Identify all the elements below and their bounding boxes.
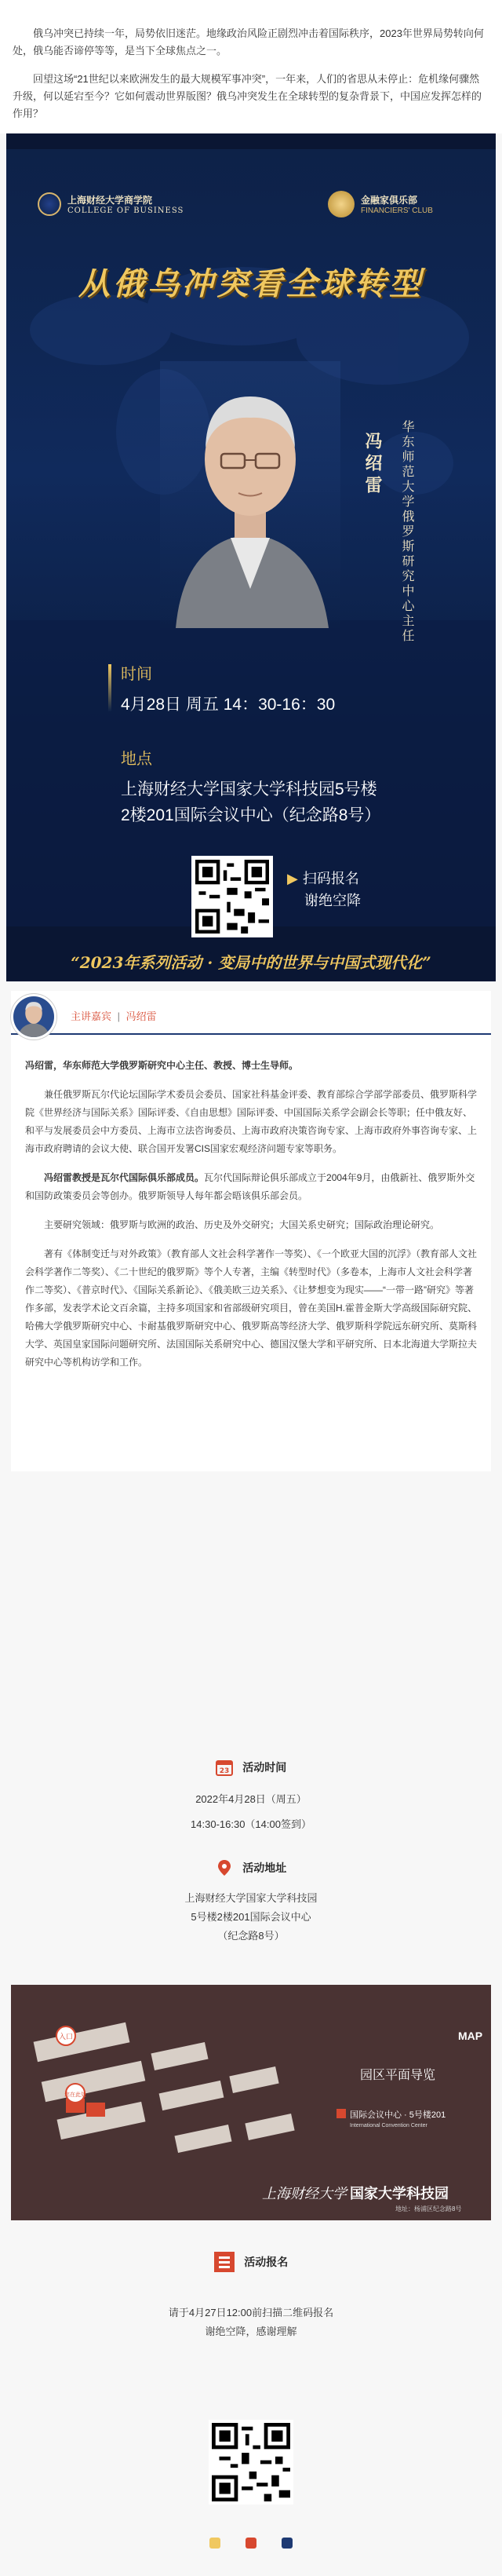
red-square-icon[interactable] xyxy=(246,2538,256,2549)
event-date: 2022年4月28日（周五） xyxy=(195,1793,307,1805)
map-footer-school: 上海财经大学 xyxy=(262,2186,347,2202)
campus-map xyxy=(11,1985,491,2220)
speaker-card-sep: | xyxy=(117,1010,121,1022)
school-seal-icon xyxy=(38,192,61,216)
signup-line-1: 请于4月27日12:00前扫描二维码报名 xyxy=(168,2307,334,2318)
speaker-card-header xyxy=(11,991,491,1035)
poster-title: 从俄乌冲突看全球转型 xyxy=(78,265,424,302)
speaker-portrait xyxy=(160,361,340,628)
school-logo xyxy=(38,188,187,220)
intro-paragraph-1: 俄乌冲突已持续一年，局势依旧迷茫。地缘政治风险正剧烈冲击着国际秩序，2023年世界局势转向何处，俄乌能否谛停等等，是当下全球焦点之一。 xyxy=(13,27,484,57)
map-entrance-label: 入口 xyxy=(58,2033,74,2041)
signup-section xyxy=(0,2252,502,2341)
map-title: 园区平面导览 xyxy=(360,2069,436,2082)
event-poster xyxy=(6,133,496,981)
poster-info xyxy=(121,661,380,828)
speaker-role-vertical: 华东师范大学俄罗斯研究中心主任 xyxy=(400,420,415,644)
place-line-1: 上海财经大学国家大学科技园5号楼 xyxy=(121,780,377,798)
menu-list-icon xyxy=(214,2252,235,2272)
gold-square-icon[interactable] xyxy=(209,2538,220,2549)
qr-note-line-2: 谢绝空降 xyxy=(304,893,361,908)
speaker-bio-fields: 主要研究领域：俄罗斯与欧洲的政治、历史及外交研究；大国关系史研究；国际政治理论研究。 xyxy=(44,1219,440,1230)
club-logo-en: FINANCIERS' CLUB xyxy=(361,206,433,215)
event-hours: 14:30-16:30（14:00签到） xyxy=(191,1818,311,1830)
qr-code-icon xyxy=(212,2423,290,2501)
time-accent-bar xyxy=(108,664,111,711)
speaker-bio xyxy=(11,1035,491,1401)
speaker-card xyxy=(11,991,491,1471)
time-value: 4月28日 周五 14：30-16：30 xyxy=(121,696,336,714)
map-hall: 国际会议中心 · 5号楼201 xyxy=(350,2110,446,2120)
svg-text:23: 23 xyxy=(219,1767,230,1775)
school-logo-cn: 上海财经大学商学院 xyxy=(67,195,153,206)
qr-note xyxy=(287,868,361,912)
signup-title: 活动报名 xyxy=(244,2256,289,2268)
map-hall-en: International Convention Center xyxy=(350,2123,427,2128)
map-you-are-here: 您在此处 xyxy=(64,2092,86,2098)
map-footer-park: 国家大学科技园 xyxy=(350,2186,449,2201)
event-info xyxy=(0,1759,502,1947)
qr-note-line-1: 扫码报名 xyxy=(302,871,359,886)
club-seal-icon xyxy=(328,191,355,217)
poster-qr-code[interactable] xyxy=(191,856,273,937)
event-time-title: 活动时间 xyxy=(242,1761,287,1774)
intro-section xyxy=(0,0,502,133)
time-label: 时间 xyxy=(121,666,152,683)
speaker-bio-positions: 兼任俄罗斯瓦尔代论坛国际学术委员会委员、国家社科基金评委、教育部综合学部学部委员、俄罗斯科学院《世界经济与国际关系》国际评委、《自由思想》国际评委、中国国际关系学会副会长等职；任中俄友好、和平与发展委员会中方委员、上海市立法咨询委员、上海市政府决策咨询专家、上海市政府外事咨询专家、上海市政府聘请的会议大使、联合国开发署CIS国家宏观经济问题专家等职务。 xyxy=(25,1089,478,1154)
place-label: 地点 xyxy=(121,751,152,768)
poster-slogan: “2023年系列活动 · 变局中的世界与中国式现代化” xyxy=(71,953,431,972)
speaker-bio-intro: 冯绍雷，华东师范大学俄罗斯研究中心主任、教授、博士生导师。 xyxy=(25,1060,299,1071)
share-icons xyxy=(0,2538,502,2552)
club-logo-cn: 金融家俱乐部 xyxy=(361,195,418,206)
signup-qr-code[interactable] xyxy=(209,2420,293,2505)
event-place-line-1: 上海财经大学国家大学科技园 xyxy=(184,1892,318,1904)
calendar-icon xyxy=(216,1759,233,1776)
speaker-bio-valdai-bold: 冯绍雷教授是瓦尔代国际俱乐部成员。 xyxy=(44,1172,205,1183)
qr-code-icon xyxy=(195,860,269,934)
campus-map-drawing xyxy=(11,1985,491,2220)
speaker-card-role: 主讲嘉宾 xyxy=(71,1010,112,1022)
speaker-bio-valdai: 瓦尔代国际辩论俱乐部成立于2004年9月，由俄新社、俄罗斯外交和国防政策委员会等创办。俄罗斯领导人每年都会晤该俱乐部会员。 xyxy=(25,1172,475,1201)
event-place-title: 活动地址 xyxy=(242,1862,287,1874)
speaker-avatar xyxy=(11,994,56,1040)
place-line-2: 2楼201国际会议中心（纪念路8号） xyxy=(121,806,381,824)
event-place-line-2: 5号楼2楼201国际会议中心 xyxy=(191,1911,311,1923)
map-tag: MAP xyxy=(458,2030,483,2042)
navy-square-icon[interactable] xyxy=(282,2538,293,2549)
club-logo xyxy=(328,188,469,220)
speaker-name-vertical: 冯绍雷 xyxy=(362,432,383,498)
speaker-bio-works: 著有《体制变迁与对外政策》（教育部人文社会科学著作一等奖）、《一个欧亚大国的沉浮》（教育部人文社会科学著作二等奖）、《二十世纪的俄罗斯》等个人专著，主编《转型时代》（多卷本，上海市人文社会科学著作二等奖）、《普京时代》、《国际关系新论》、《俄美欧三边关系》、《让梦想变为现实——“一带一路”研究》等著作多部，发表学术论文百余篇，主持多项国家和省部级研究项目，曾在美国H.霍普金斯大学高级国际研究院、哈佛大学俄罗斯研究中心、卡耐基俄罗斯研究中心、俄罗斯高等经济大学、俄罗斯科学院远东研究所、莫斯科大学、英国皇家国际问题研究所、法国国际关系研究中心、德国汉堡大学和平研究所、日本北海道大学斯拉夫研究中心等机构访学和工作。 xyxy=(25,1248,478,1368)
map-footer-addr: 地址：杨浦区纪念路8号 xyxy=(395,2205,462,2212)
location-pin-icon xyxy=(216,1859,233,1876)
play-arrow-icon: ▶ xyxy=(287,871,298,886)
speaker-card-title xyxy=(71,1008,157,1023)
signup-line-2: 谢绝空降，感谢理解 xyxy=(205,2326,297,2337)
intro-paragraph-2: 回望这场“21世纪以来欧洲发生的最大规模军事冲突”，一年来，人们的省思从未停止：危机缘何骤然升级，何以延宕至今？它如何震动世界版图？俄乌冲突发生在全球转型的复杂背景下，中国应发挥怎样的作用？ xyxy=(13,73,482,119)
event-place-line-3: （纪念路8号） xyxy=(217,1930,285,1942)
speaker-card-name: 冯绍雷 xyxy=(126,1010,157,1022)
school-logo-en: COLLEGE OF BUSINESS xyxy=(67,206,184,215)
